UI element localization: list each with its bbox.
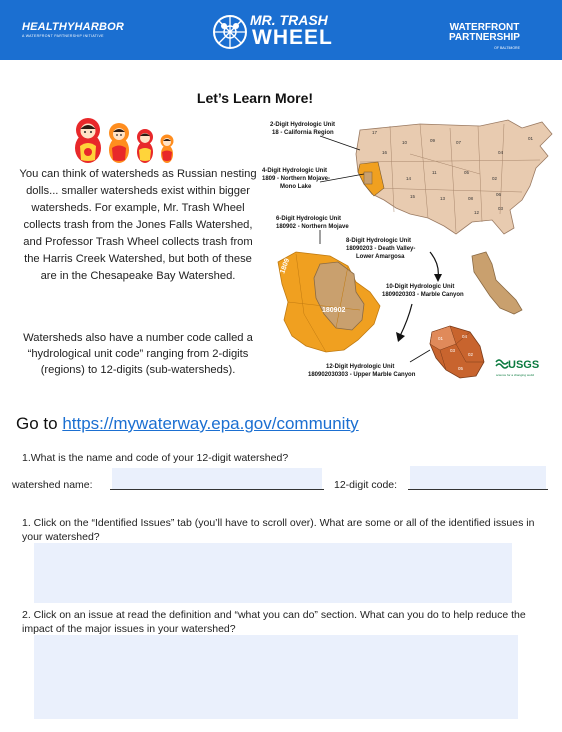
svg-text:16: 16	[382, 150, 388, 155]
waterfront-logo-line-1: WATERFRONT	[449, 22, 520, 33]
svg-text:14: 14	[406, 176, 412, 181]
question-3: 2. Click on an issue at read the definition and “what you can do” section. What can you do to help reduce the impact of the major issues in your watershed?	[22, 609, 526, 635]
huc8-name-line1: 18090203 - Death Valley-	[346, 246, 416, 252]
svg-text:04: 04	[462, 334, 468, 339]
question-1: 1.What is the name and code of your 12-digit watershed?	[22, 452, 289, 464]
question-2: 1. Click on the “Identified Issues” tab (you’ll have to scroll over). What are some or all of the identified issues in your watershed?	[22, 517, 535, 543]
svg-text:01: 01	[438, 336, 444, 341]
logo-line-2: WHEEL	[252, 26, 333, 49]
svg-text:05: 05	[464, 170, 470, 175]
twelve-digit-code-label: 12-digit code:	[334, 479, 398, 491]
mr-trash-wheel-logo	[212, 12, 362, 52]
huc4-name-line1: 1809 - Northern Mojave-	[262, 176, 331, 182]
watershed-name-label: watershed name:	[12, 479, 93, 491]
svg-text:12: 12	[474, 210, 480, 215]
svg-text:15: 15	[410, 194, 416, 199]
svg-text:01: 01	[528, 136, 534, 141]
twelve-digit-code-underline	[408, 489, 548, 490]
watershed-name-field[interactable]	[112, 468, 322, 489]
healthy-harbor-logo-text: HEALTHYHARBOR	[22, 21, 125, 33]
huc4-title: 4-Digit Hydrologic Unit	[262, 168, 327, 174]
huc6-shape-label: 180902	[322, 307, 346, 314]
identified-issues-answer-box[interactable]	[34, 543, 512, 603]
huc4-shape-label: 1809	[279, 257, 292, 275]
svg-text:09: 09	[430, 138, 436, 143]
svg-text:06: 06	[496, 192, 502, 197]
svg-text:03: 03	[498, 206, 504, 211]
healthy-harbor-logo	[22, 21, 124, 38]
header-bar	[0, 0, 562, 60]
svg-text:11: 11	[432, 170, 437, 175]
page-title: Let’s Learn More!	[196, 90, 314, 106]
huc12-name: 180902030303 - Upper Marble Canyon	[308, 372, 416, 378]
us-regions-map	[356, 120, 552, 234]
svg-text:05: 05	[458, 366, 464, 371]
huc8-title: 8-Digit Hydrologic Unit	[346, 238, 411, 244]
doll-small-icon	[137, 129, 153, 163]
logo-line-1: MR. TRASH	[250, 12, 328, 28]
usgs-logo-text: USGS	[508, 359, 540, 371]
waterfront-partnership-logo	[449, 23, 520, 53]
doll-large-icon	[75, 118, 101, 163]
svg-text:02: 02	[492, 176, 498, 181]
huc2-title: 2-Digit Hydrologic Unit	[270, 122, 335, 128]
svg-text:10: 10	[402, 140, 408, 145]
svg-text:03: 03	[450, 348, 456, 353]
huc8-name-line2: Lower Amargosa	[356, 254, 405, 260]
hydrologic-units-map	[260, 114, 560, 390]
huc8-region-shape	[472, 252, 522, 314]
trash-wheel-icon	[212, 14, 248, 50]
svg-text:04: 04	[498, 150, 504, 155]
huc10-title: 10-Digit Hydrologic Unit	[386, 284, 455, 290]
twelve-digit-code-field[interactable]	[410, 466, 546, 489]
watershed-name-underline	[110, 489, 324, 490]
huc10-name: 1809020303 - Marble Canyon	[382, 292, 464, 298]
svg-text:13: 13	[440, 196, 446, 201]
healthy-harbor-logo-subtitle: A WATERFRONT PARTNERSHIP INITIATIVE	[22, 34, 104, 38]
nesting-dolls-illustration	[74, 116, 194, 164]
huc12-title: 12-Digit Hydrologic Unit	[326, 364, 395, 370]
goto-line	[16, 414, 359, 434]
usgs-logo-tagline: science for a changing world	[496, 373, 535, 377]
goto-prefix: Go to	[16, 414, 63, 433]
svg-text:08: 08	[468, 196, 474, 201]
mywaterway-link[interactable]: https://mywaterway.epa.gov/community	[62, 414, 359, 433]
huc6-name: 180902 - Northern Mojave	[276, 224, 349, 230]
huc6-title: 6-Digit Hydrologic Unit	[276, 216, 341, 222]
huc2-name: 18 - California Region	[272, 130, 334, 136]
doll-medium-icon	[109, 123, 129, 163]
waterfront-logo-line-2: PARTNERSHIP	[449, 32, 520, 43]
huc4-name-line2: Mono Lake	[280, 184, 312, 190]
doll-tiny-icon	[161, 135, 174, 164]
svg-text:02: 02	[468, 352, 474, 357]
svg-text:07: 07	[456, 140, 462, 145]
what-you-can-do-answer-box[interactable]	[34, 635, 518, 719]
waterfront-logo-subtitle: OF BALTIMORE	[494, 46, 520, 50]
usgs-logo	[496, 359, 539, 377]
hydrologic-unit-code-paragraph: Watersheds also have a number code called a “hydrological unit code” ranging from 2-digits (regions) to 12-digits (sub-watersheds).	[23, 332, 253, 376]
svg-text:17: 17	[372, 130, 378, 135]
nesting-dolls-paragraph: You can think of watersheds as Russian nesting dolls... smaller watersheds exist within bigger watersheds. For example, Mr. Trash Wheel collects trash from the Jones Falls Watershed, and Professor Trash Wheel collects trash from the Harris Creek Watershed, but both of these are in the Chesapeake Bay Watershed.	[19, 168, 257, 282]
